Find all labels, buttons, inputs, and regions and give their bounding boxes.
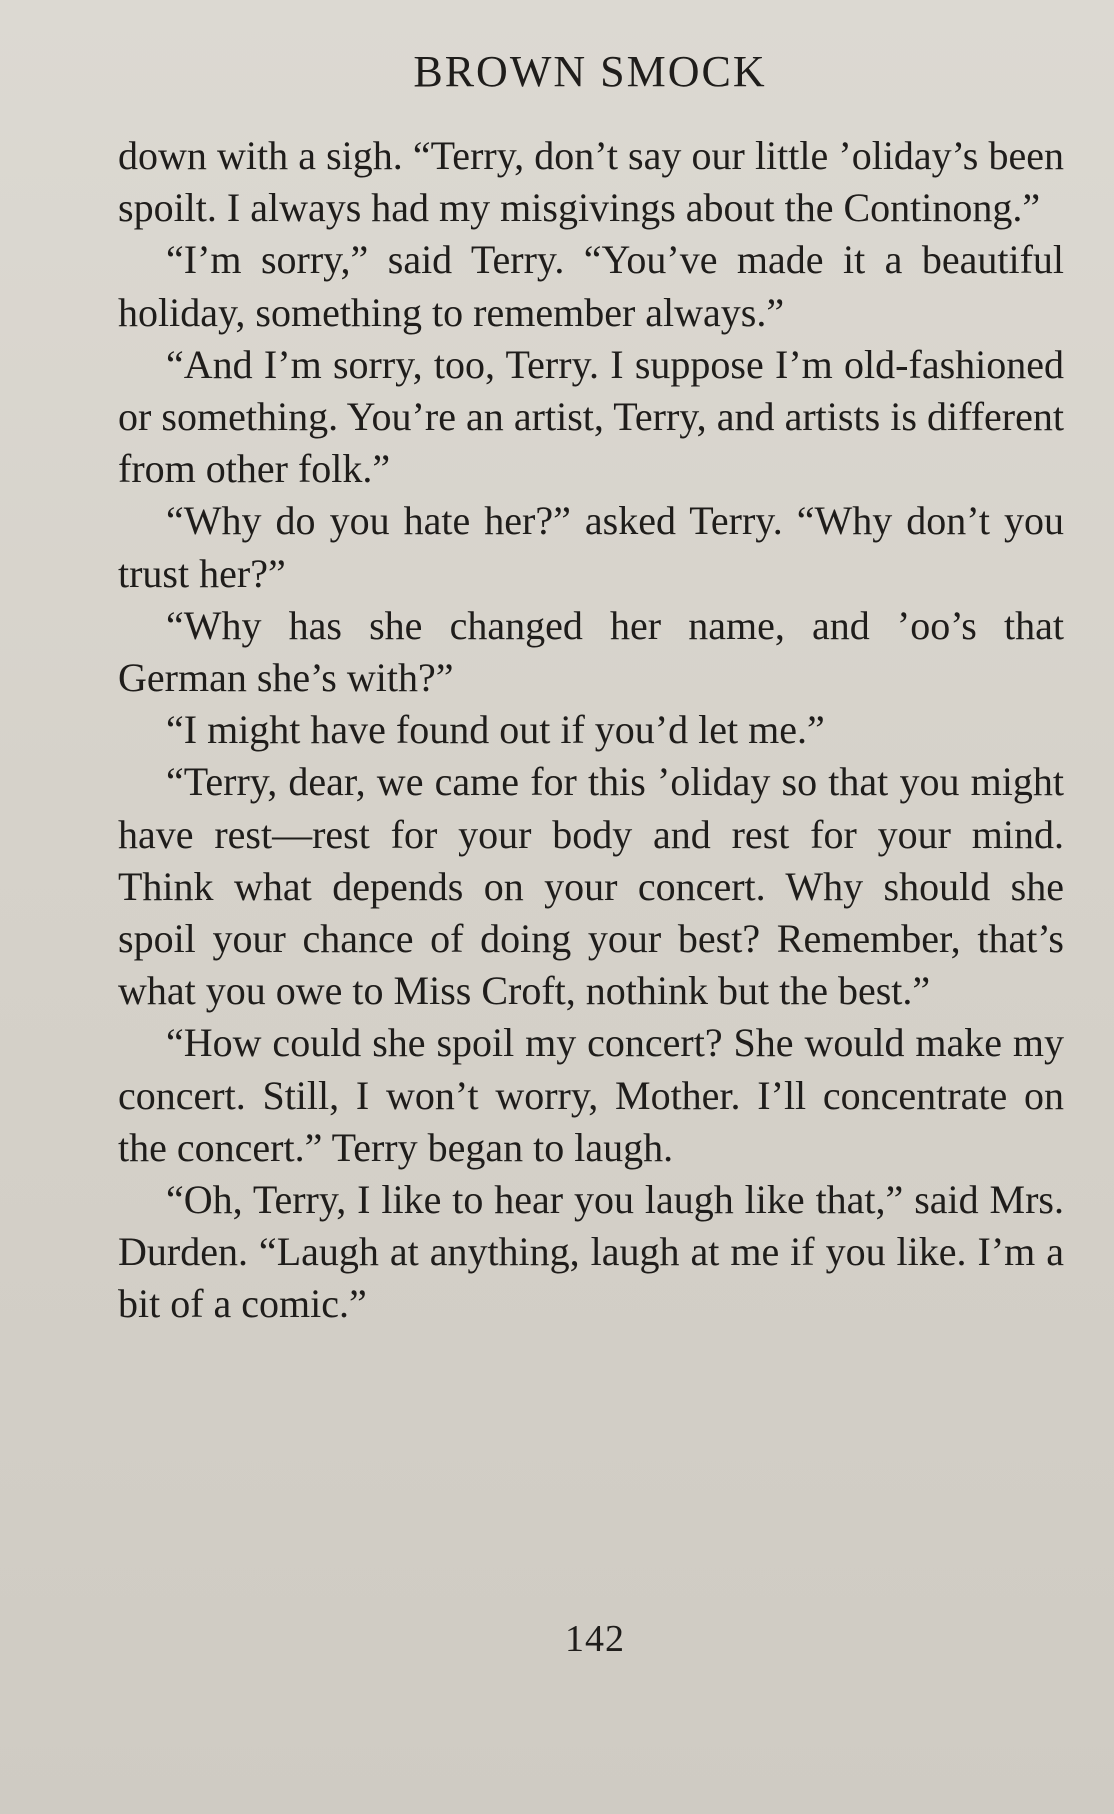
- page-number: 142: [565, 1618, 625, 1660]
- running-head: BROWN SMOCK: [413, 47, 767, 96]
- paragraph: “Why do you hate her?” asked Terry. “Why don’t you trust her?”: [118, 498, 1064, 596]
- paragraph: down with a sigh. “Terry, don’t say our little ’oliday’s been spoilt. I always had my misgivings about the Continong.”: [118, 133, 1064, 231]
- paragraph: “Why has she changed her name, and ’oo’s that German she’s with?”: [118, 602, 1064, 701]
- paragraph: “Oh, Terry, I like to hear you laugh like that,” said Mrs. Durden. “Laugh at anything, laugh at me if you like. I’m a bit of a comic.”: [118, 1177, 1064, 1327]
- paragraph: “Terry, dear, we came for this ’oliday so that you might have rest—rest for your body and rest for your mind. Think what depends on your concert. Why should she spoil your chance of doing your best? Remember, that’s what you owe to Miss Croft, nothink but the best.”: [118, 759, 1064, 1014]
- body-text: [118, 130, 1064, 1331]
- paragraph: “And I’m sorry, too, Terry. I suppose I’m old-fashioned or something. You’re an artist, Terry, and artists is different from other folk.”: [118, 341, 1064, 492]
- paragraph: “I might have found out if you’d let me.”: [166, 707, 825, 753]
- paragraph: “How could she spoil my concert? She would make my concert. Still, I won’t worry, Mother. I’ll concentrate on the concert.” Terry began to laugh.: [118, 1020, 1064, 1170]
- paragraph: “I’m sorry,” said Terry. “You’ve made it a beautiful holiday, something to remember always.”: [118, 237, 1064, 335]
